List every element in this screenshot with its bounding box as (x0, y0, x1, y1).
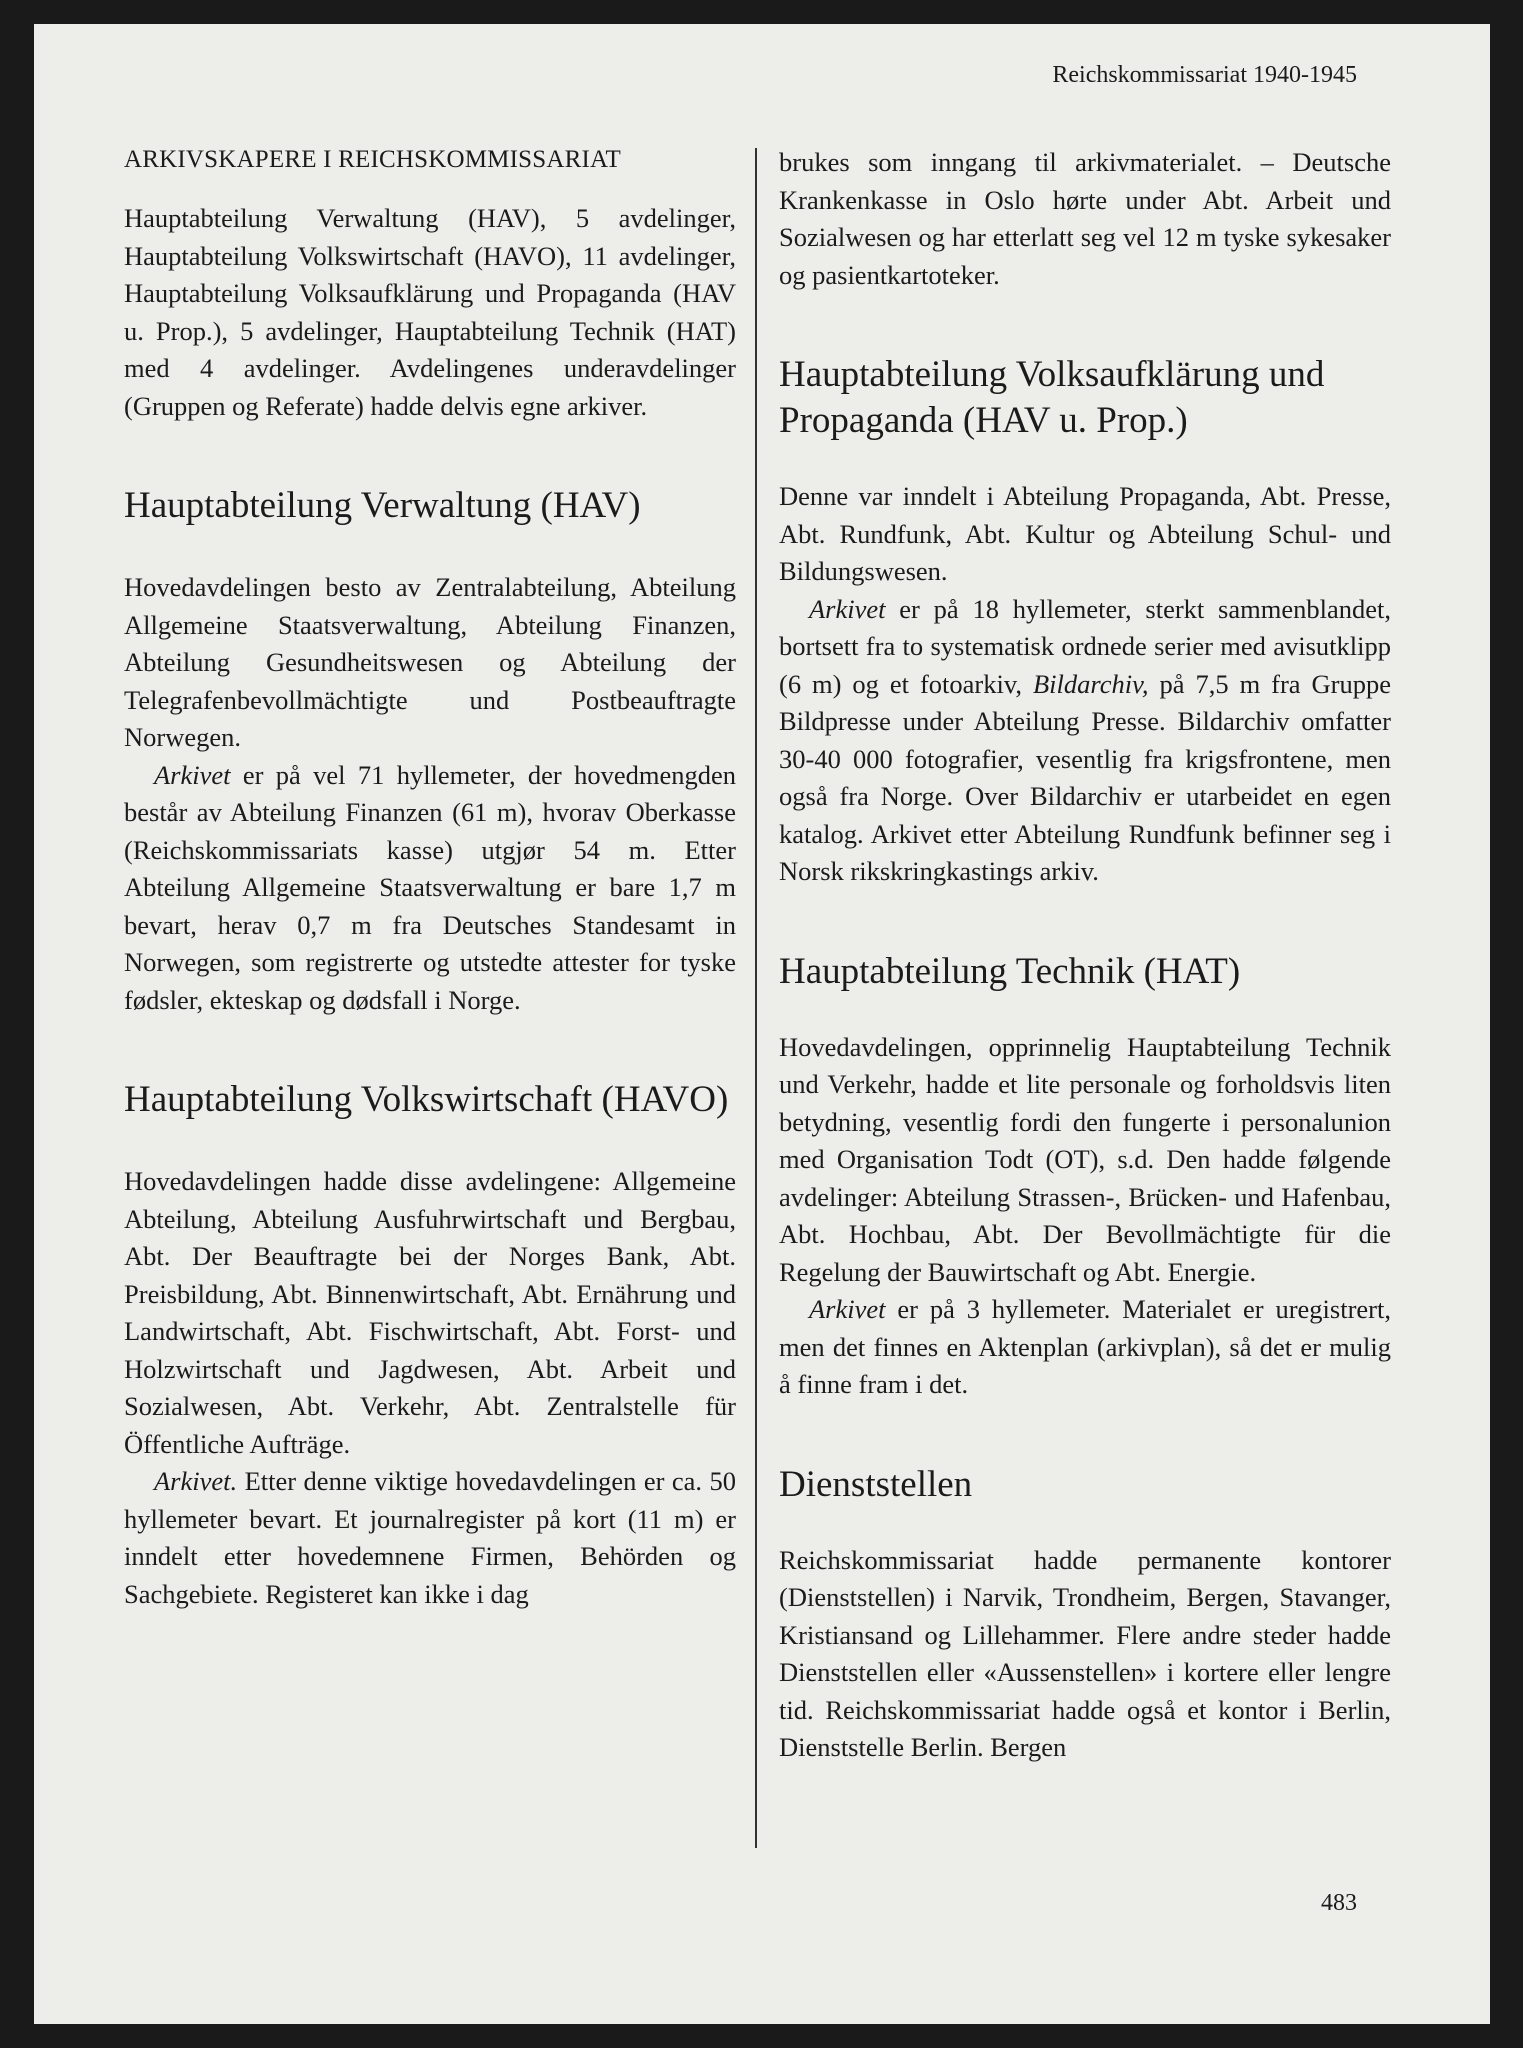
heading-havo: Hauptabteilung Volkswirtschaft (HAVO) (124, 1079, 729, 1120)
document-page (34, 24, 1490, 2024)
havprop-paragraph-1: Denne var inndelt i Abteilung Propaganda, Abt. Presse, Abt. Rundfunk, Abt. Kultur og Abteilung Schul- und Bildungswesen. (779, 481, 1391, 586)
bildarchiv-italic: Bildarchiv, (1033, 668, 1149, 699)
left-column (124, 144, 736, 1613)
heading-hat: Hauptabteilung Technik (HAT) (779, 950, 1241, 992)
hav-arkivet-lead: Arkivet (154, 759, 231, 790)
havprop-arkivet-lead: Arkivet (809, 593, 886, 624)
heading-hav-prop: Hauptabteilung Volksaufklärung und Propaganda (HAV u. Prop.) (779, 354, 1325, 441)
hat-arkivet-lead: Arkivet (809, 1294, 886, 1324)
havo-paragraph-2 (124, 1463, 736, 1613)
hav-paragraph-2-text: er på vel 71 hyllemeter, der hovedmengden består av Abteilung Finanzen (61 m), hvorav Oberkasse (Reichskommissariats kasse) utgjør 54 m. Etter Abteilung Allgemeine Staatsverwaltung er bare 1,7 m bevart, herav 0,7 m fra Deutsches Standesamt in Norwegen, som registrerte og utstedte attester for tyske fødsler, ekteskap og dødsfall i Norge. (124, 759, 736, 1015)
hat-paragraph-2 (779, 1291, 1391, 1404)
havprop-paragraph-2-text-b: på 7,5 m fra Gruppe Bildpresse under Abteilung Presse. Bildarchiv omfatter 30-40 000 fotografier, vesentlig fra krigsfrontene, men også fra Norge. Over Bildarchiv er utarbeidet en egen katalog. Arkivet etter Abteilung Rundfunk befinner seg i Norsk rikskringkastings arkiv. (779, 668, 1391, 886)
hat-paragraph-2-text: er på 3 hyllemeter. Materialet er uregistrert, men det finnes en Aktenplan (arkivplan), så det er mulig å finne fram i det. (779, 1294, 1391, 1399)
hat-paragraph-1: Hovedavdelingen, opprinnelig Hauptabteilung Technik und Verkehr, hadde et lite personale og forholdsvis liten betydning, vesentlig fordi den fungerte i personalunion med Organisation Todt (OT), s.d. Den hadde følgende avdelinger: Abteilung Strassen-, Brücken- und Hafenbau, Abt. Hochbau, Abt. Der Bevollmächtigte für die Regelung der Bauwirtschaft og Abt. Energie. (779, 1031, 1391, 1287)
hav-paragraph-1: Hovedavdelingen besto av Zentralabteilung, Abteilung Allgemeine Staatsverwaltung, Abteilung Finanzen, Abteilung Gesundheitswesen og Abteilung der Telegrafenbevollmächtigte und Postbeauftragte Norwegen. (124, 572, 736, 752)
havo-paragraph-1: Hovedavdelingen hadde disse avdelingene: Allgemeine Abteilung, Abteilung Ausfuhrwirtschaft und Bergbau, Abt. Der Beauftragte bei der Norges Bank, Abt. Preisbildung, Abt. Binnenwirtschaft, Abt. Ernährung und Landwirtschaft, Abt. Fischwirtschaft, Abt. Forst- und Holzwirtschaft und Jagdwesen, Abt. Arbeit und Sozialwesen, Abt. Verkehr, Abt. Zentralstelle für Öffentliche Aufträge. (124, 1166, 736, 1459)
hav-paragraph-2 (124, 757, 736, 1020)
havo-paragraph-2-text: Etter denne viktige hovedavdelingen er ca. 50 hyllemeter bevart. Et journalregister på kort (11 m) er inndelt etter hovedemnene Firmen, Behörden og Sachgebiete. Registeret kan ikke i dag (124, 1466, 736, 1609)
heading-hav: Hauptabteilung Verwaltung (HAV) (124, 485, 641, 526)
section-caps-heading: ARKIVSKAPERE I REICHSKOMMISSARIAT (124, 146, 621, 173)
column-divider (755, 148, 757, 1848)
page-number: 483 (1321, 1890, 1357, 1916)
running-head: Reichskommissariat 1940-1945 (1052, 62, 1357, 88)
havprop-paragraph-2 (779, 591, 1391, 891)
heading-dienststellen: Dienststellen (779, 1463, 973, 1505)
intro-paragraph: Hauptabteilung Verwaltung (HAV), 5 avdelinger, Hauptabteilung Volkswirtschaft (HAVO), 11 avdelinger, Hauptabteilung Volksaufklärung und Propaganda (HAV u. Prop.), 5 avdelinger, Hauptabteilung Technik (HAT) med 4 avdelinger. Avdelingenes underavdelinger (Gruppen og Referate) hadde delvis egne arkiver. (124, 203, 736, 421)
havprop-paragraph-2-text-a: er på 18 hyllemeter, sterkt sammenblandet, bortsett fra to systematisk ordnede serier med avisutklipp (6 m) og et fotoarkiv, (779, 593, 1391, 699)
continuation-paragraph: brukes som inngang til arkivmaterialet. – Deutsche Krankenkasse in Oslo hørte under Abt. Arbeit und Sozialwesen og har etterlatt seg vel 12 m tyske sykesaker og pasientkartoteker. (779, 147, 1391, 290)
havo-arkivet-lead: Arkivet. (154, 1466, 238, 1496)
right-column (779, 144, 1391, 1767)
dienst-paragraph-1: Reichskommissariat hadde permanente kontorer (Dienststellen) i Narvik, Trondheim, Bergen, Stavanger, Kristiansand og Lillehammer. Flere andre steder hadde Dienststellen eller «Aussenstellen» i kortere eller lengre tid. Reichskommissariat hadde også et kontor i Berlin, Dienststelle Berlin. Bergen (779, 1544, 1391, 1762)
